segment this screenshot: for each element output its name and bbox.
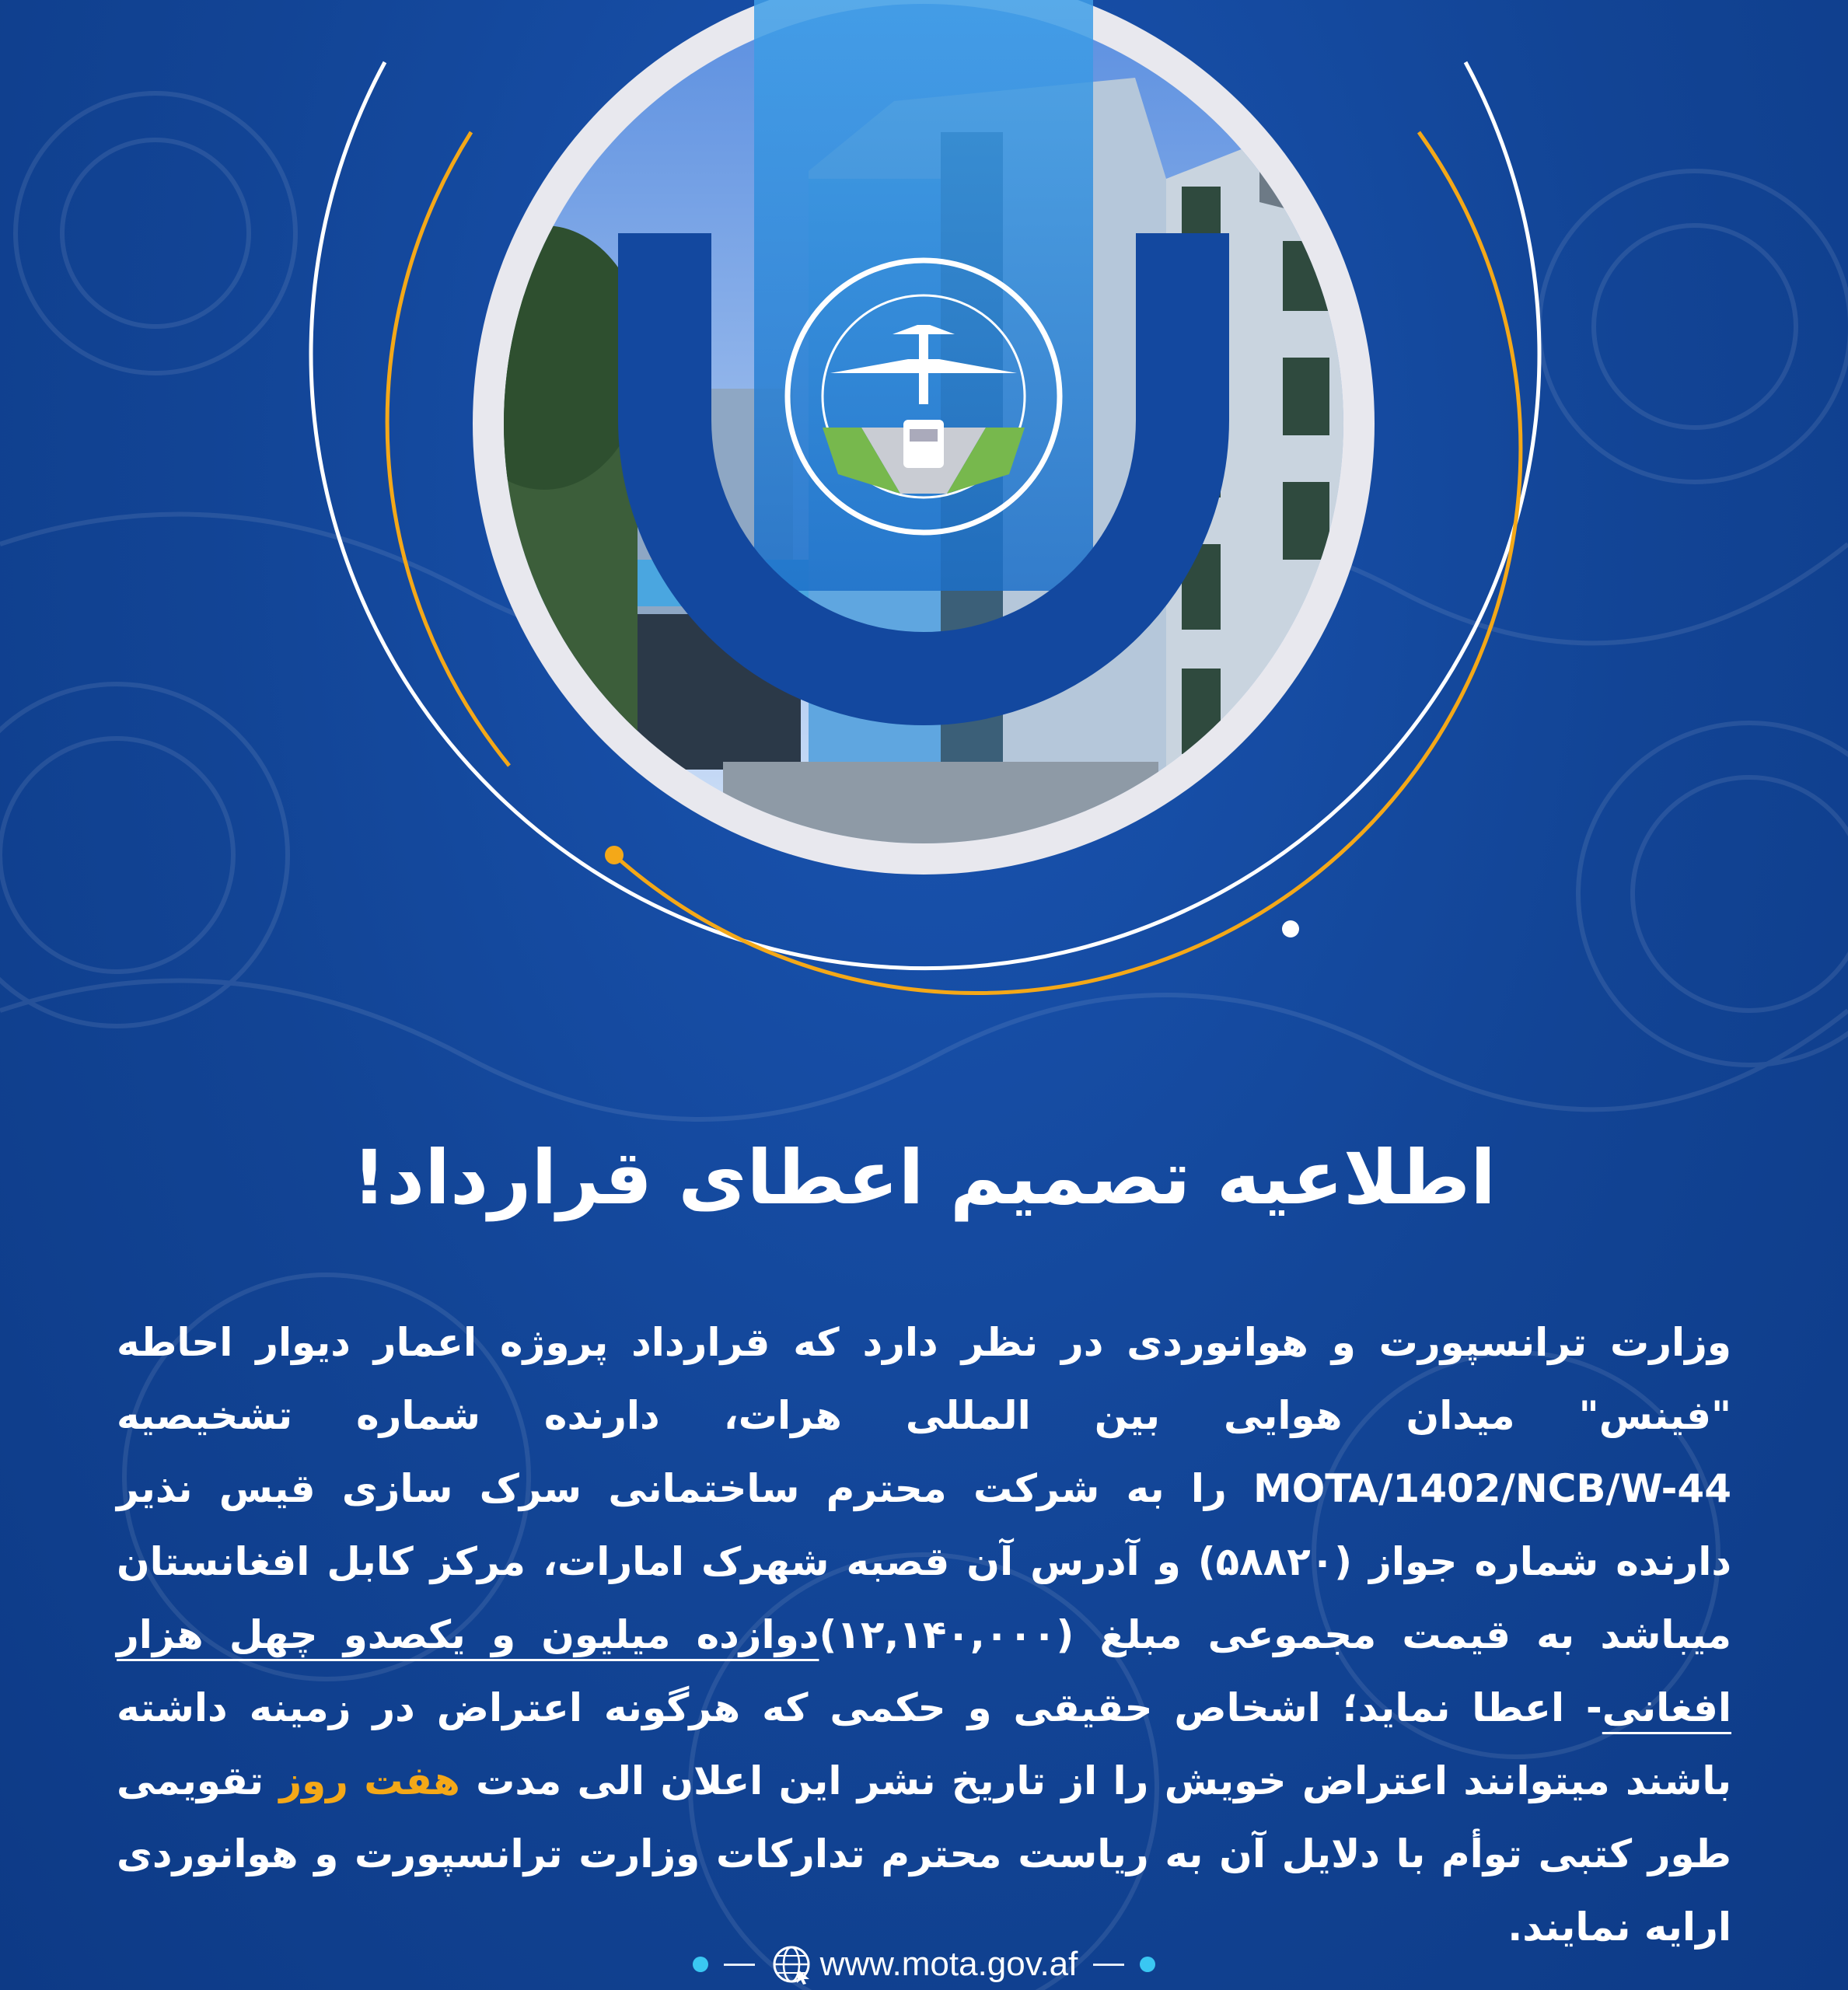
white-ring-dot — [1282, 920, 1299, 937]
orange-ring-dot — [605, 846, 624, 864]
footer-inner — [693, 1943, 1156, 1985]
announcement-part-2: - اعطا نماید؛ اشخاص حقیقی و حکمی که هرگونه اعتراض در زمینه داشته باشند میتوانند اعتراض خویش را از تاریخ نشر این اعلان الی مدت — [117, 1685, 1731, 1803]
footer-line-right — [1093, 1964, 1124, 1966]
website-link[interactable] — [770, 1943, 1078, 1985]
footer-dot-right — [1140, 1957, 1155, 1972]
announcement-body — [117, 1306, 1731, 1964]
announcement-part-1: وزارت ترانسپورت و هوانوردی در نظر دارد که قرارداد پروژه اعمار دیوار احاطه "فینس" میدان هوایی بین المللی هرات، دارنده شماره تشخیصیه MOTA/1402/NCB/W-44 را به شرکت محترم ساختمانی سرک سازی قیس نذیر دارنده شماره جواز (۵۸۸۲۰) و آدرس آن قصبه شهرک امارات، مرکز کابل افغانستان میباشد به قیمت مجموعی مبلغ (۱۲,۱۴۰,۰۰۰) — [117, 1320, 1731, 1657]
footer-dot-left — [693, 1957, 708, 1972]
announcement-title: اطلاعیه تصمیم اعطای قرارداد! — [352, 1134, 1496, 1221]
footer — [0, 1943, 1848, 1990]
globe-icon — [770, 1943, 812, 1985]
contract-amount-words: دوازده میلیون و یکصدو چهل هزار افغانی — [117, 1612, 1731, 1730]
announcement-part-3: تقویمی طور کتبی توأم با دلایل آن به ریاست محترم تدارکات وزارت ترانسپورت و هوانوردی ارایه نمایند. — [117, 1758, 1731, 1950]
footer-line-left — [724, 1964, 755, 1966]
objection-period-highlight: هفت روز — [279, 1758, 460, 1803]
website-url: www.mota.gov.af — [819, 1945, 1078, 1983]
